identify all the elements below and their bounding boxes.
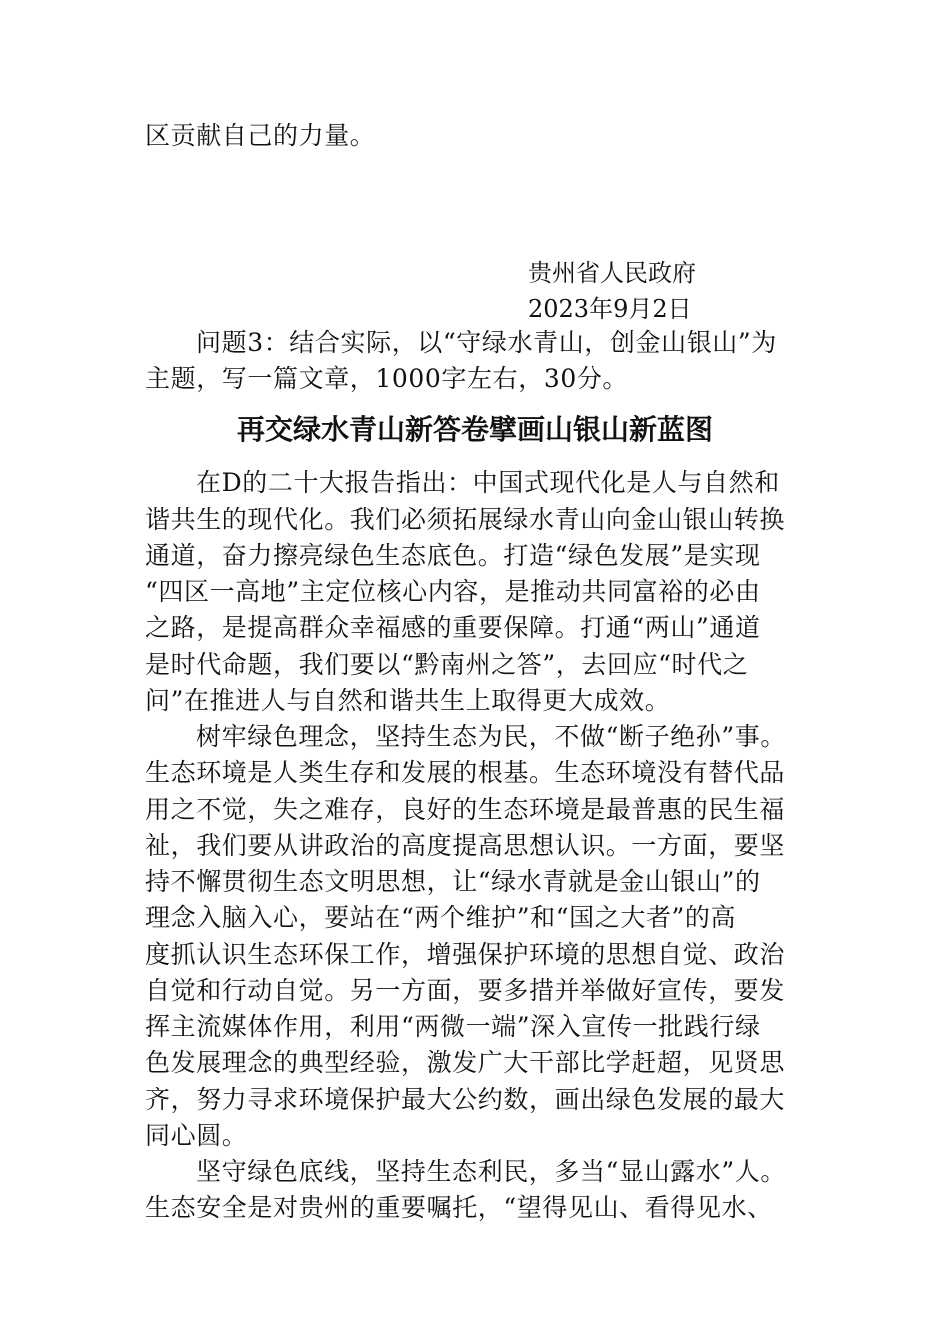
paragraph-2-line-9: 挥主流媒体作用，利用“两微一端”深入宣传一批践行绿 <box>145 1012 761 1041</box>
paragraph-3-line-2: 生态安全是对贵州的重要嘱托，“望得见山、看得见水、 <box>145 1193 773 1222</box>
paragraph-2-line-8: 自觉和行动自觉。另一方面，要多措并举做好宣传，要发 <box>145 976 786 1005</box>
paragraph-2-line-4: 祉，我们要从讲政治的高度提高思想认识。一方面，要坚 <box>145 831 786 860</box>
paragraph-1-line-3: 通道，奋力擦亮绿色生态底色。打造“绿色发展”是实现 <box>145 541 761 570</box>
paragraph-3-line-1: 坚守绿色底线，坚持生态利民，多当“显山露水”人。 <box>196 1157 786 1186</box>
question-line-2: 主题，写一篇文章，1000字左右，30分。 <box>145 364 629 393</box>
paragraph-2-line-1: 树牢绿色理念，坚持生态为民，不做“断子绝孙”事。 <box>196 722 786 751</box>
essay-title: 再交绿水青山新答卷擘画山银山新蓝图 <box>236 413 713 446</box>
paragraph-1-line-7: 问”在推进人与自然和谐共生上取得更大成效。 <box>145 686 671 715</box>
paragraph-2-line-11: 齐，努力寻求环境保护最大公约数，画出绿色发展的最大 <box>145 1085 786 1114</box>
paragraph-2-line-10: 色发展理念的典型经验，激发广大干部比学赶超，见贤思 <box>145 1048 786 1077</box>
previous-text-tail: 区贡献自己的力量。 <box>145 121 376 150</box>
paragraph-2-line-6: 理念入脑入心，要站在“两个维护”和“国之大者”的高 <box>145 903 737 932</box>
paragraph-1-line-2: 谐共生的现代化。我们必须拓展绿水青山向金山银山转换 <box>145 505 786 534</box>
paragraph-2-line-5: 持不懈贯彻生态文明思想，让“绿水青就是金山银山”的 <box>145 867 761 896</box>
paragraph-2-line-2: 生态环境是人类生存和发展的根基。生态环境没有替代品 <box>145 758 786 787</box>
signature-date: 2023年9月2日 <box>528 295 692 323</box>
paragraph-2-line-3: 用之不觉，失之难存，良好的生态环境是最普惠的民生福 <box>145 795 786 824</box>
paragraph-1-line-4: “四区一高地”主定位核心内容，是推动共同富裕的必由 <box>145 577 761 606</box>
paragraph-1-line-5: 之路，是提高群众幸福感的重要保障。打通“两山”通道 <box>145 613 761 642</box>
signature-org: 贵州省人民政府 <box>528 259 696 287</box>
paragraph-2-line-7: 度抓认识生态环保工作，增强保护环境的思想自觉、政治 <box>145 940 786 969</box>
question-line-1: 问题3：结合实际，以“守绿水青山，创金山银山”为 <box>196 328 777 357</box>
paragraph-2-line-12: 同心圆。 <box>145 1121 248 1150</box>
paragraph-1-line-1: 在D的二十大报告指出：中国式现代化是人与自然和 <box>196 468 780 497</box>
paragraph-1-line-6: 是时代命题，我们要以“黔南州之答”，去回应“时代之 <box>145 650 749 679</box>
